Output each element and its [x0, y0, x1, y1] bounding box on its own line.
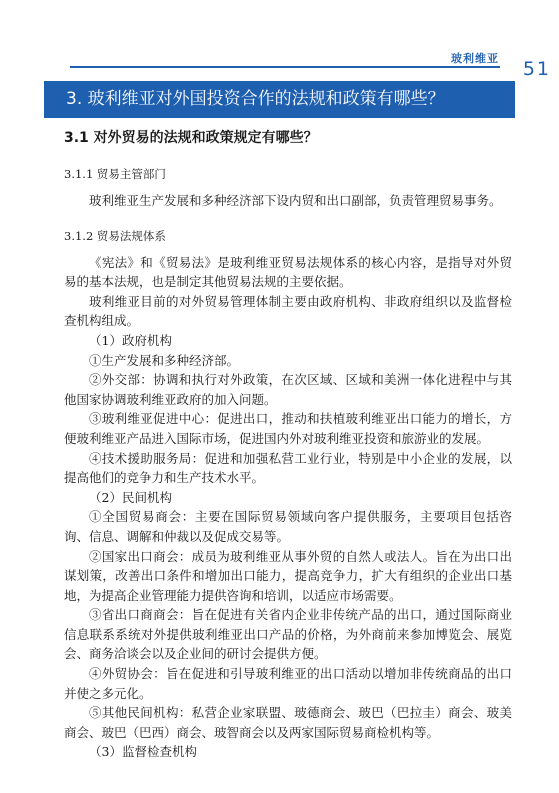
- page-number: 51: [522, 58, 551, 80]
- paragraph-constitution: 《宪法》和《贸易法》是玻利维亚贸易法规体系的核心内容，是指导对外贸易的基本法规，也是制定其他贸易法规的主要依据。: [64, 254, 512, 290]
- list-item: ⑤其他民间机构：私营企业家联盟、玻德商会、玻巴（巴拉圭）商会、玻美商会、玻巴（巴西）商会、玻智商会以及两家国际贸易商检机构等。: [64, 705, 512, 740]
- paragraph-trade-authority: 玻利维亚生产发展和多种经济部下设内贸和出口副部，负责管理贸易事务。: [89, 193, 502, 208]
- list-item: ②国家出口商会：成员为玻利维亚从事外贸的自然人或法人。旨在为出口出谋划策，改善出口条件和增加出口能力，提高竞争力，扩大有组织的企业出口基地，为提高企业管理能力提供咨询和培训，以适应市场需要。: [64, 548, 512, 603]
- chapter-title-bar: 3. 玻利维亚对外国投资合作的法规和政策有哪些？: [44, 81, 515, 118]
- list-item: ④外贸协会：旨在促进和引导玻利维亚的出口活动以增加非传统商品的出口并使之多元化。: [64, 666, 512, 701]
- heading-supervision-agencies: （3）监督检查机构: [89, 744, 197, 760]
- heading-government-agencies: （1）政府机构: [89, 332, 172, 348]
- list-item: ④技术援助服务局：促进和加强私营工业行业，特别是中小企业的发展，以提高他们的竞争力和生产技术水平。: [64, 450, 512, 486]
- list-item: ②外交部：协调和执行对外政策，在次区域、区域和美洲一体化进程中与其他国家协调玻利维亚政府的加入问题。: [64, 372, 512, 407]
- subsection-title-trade-authority: 3.1.1 贸易主管部门: [64, 167, 166, 181]
- list-item: ①全国贸易商会：主要在国际贸易领域向客户提供服务，主要项目包括咨询、信息、调解和仲裁以及促成交易等。: [64, 509, 512, 544]
- list-item: ①生产发展和多种经济部。: [89, 352, 240, 368]
- paragraph-management-system: 玻利维亚目前的对外贸易管理体制主要由政府机构、非政府组织以及监督检查机构组成。: [64, 293, 512, 329]
- subsection-title-trade-law: 3.1.2 贸易法规体系: [64, 228, 166, 243]
- list-item: ③玻利维亚促进中心：促进出口，推动和扶植玻利维亚出口能力的增长，方便玻利维亚产品进入国际市场，促进国内外对玻利维亚投资和旅游业的发展。: [64, 411, 512, 446]
- running-header-country: 玻利维亚: [451, 52, 499, 65]
- heading-private-organizations: （2）民间机构: [89, 489, 172, 505]
- header-rule: [70, 66, 500, 68]
- page-content: [64, 128, 512, 762]
- section-title: 3.1 对外贸易的法规和政策规定有哪些？: [64, 130, 318, 146]
- list-item: ③省出口商商会：旨在促进有关省内企业非传统产品的出口，通过国际商业信息联系系统对外提供玻利维亚出口产品的价格，为外商前来参加博览会、展览会、商务洽谈会以及企业间的研讨会提供方便。: [64, 607, 512, 662]
